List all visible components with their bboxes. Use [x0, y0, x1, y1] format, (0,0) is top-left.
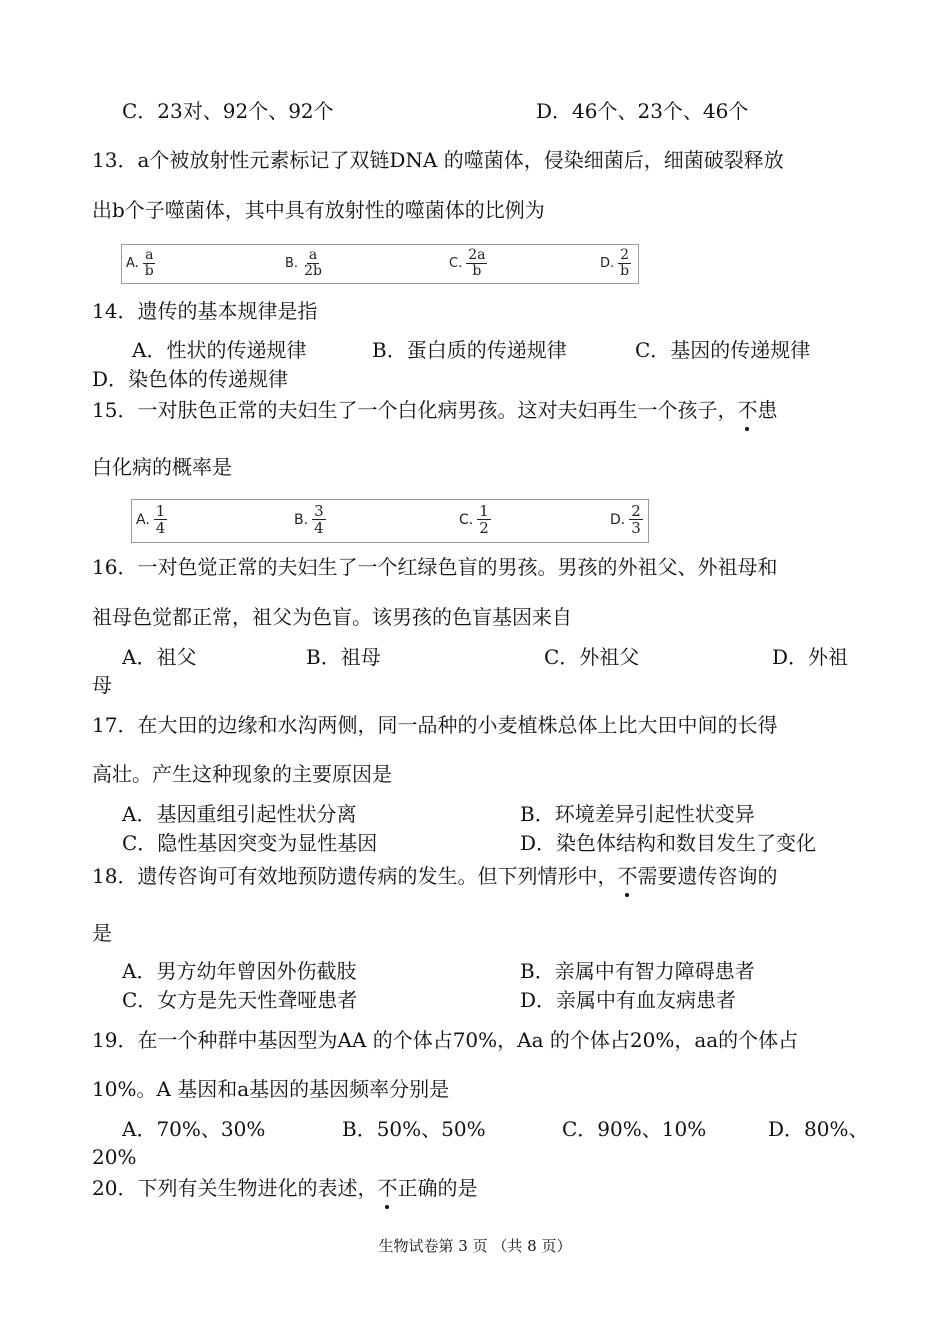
q19-option-d: D．80%、: [768, 1117, 869, 1141]
q12-option-c: C．23对、92个、92个: [122, 99, 334, 123]
q18-stem-line1: 18．遗传咨询可有效地预防遗传病的发生。但下列情形中，不需要遗传咨询的: [92, 864, 778, 888]
fraction-denominator: b: [472, 263, 482, 279]
q19-option-d-continued: 20%: [92, 1145, 137, 1169]
q16-option-b: B．祖母: [306, 645, 381, 669]
emphasis-dot-text: 不: [737, 398, 758, 422]
q19-stem-line1: 19．在一个种群中基因型为AA 的个体占70%，Aa 的个体占20%，aa的个体占: [92, 1028, 799, 1052]
fraction-denominator: 4: [314, 519, 324, 537]
q13-stem-line1: 13．a个被放射性元素标记了双链DNA 的噬菌体，侵染细菌后，细菌破裂释放: [92, 148, 784, 172]
q17-option-d: D．染色体结构和数目发生了变化: [520, 831, 817, 855]
q14-option-b: B．蛋白质的传递规律: [372, 338, 567, 362]
fraction-denominator: b: [620, 263, 630, 279]
emphasis-dot-text: 不: [617, 864, 638, 888]
page-footer: 生物试卷第 3 页 （共 8 页）: [378, 1237, 572, 1255]
fraction-numerator: 1: [479, 502, 489, 520]
q16-stem-line1: 16．一对色觉正常的夫妇生了一个红绿色盲的男孩。男孩的外祖父、外祖母和: [92, 555, 778, 579]
q12-option-d: D．46个、23个、46个: [536, 99, 749, 123]
q16-option-d: D．外祖: [772, 645, 849, 669]
fraction-denominator: 2: [479, 519, 489, 537]
q17-option-c: C．隐性基因突变为显性基因: [122, 831, 378, 855]
q19-option-c: C．90%、10%: [562, 1117, 707, 1141]
q13-option-a: A. $\frac{a}{b}$: [126, 247, 154, 279]
q16-option-a: A．祖父: [122, 645, 197, 669]
q19-stem-line2: 10%。A 基因和a基因的基因频率分别是: [92, 1077, 450, 1101]
fraction-denominator: 3: [631, 519, 641, 537]
fraction-denominator: 2b: [304, 263, 322, 279]
fraction-numerator: 2: [620, 247, 630, 263]
q16-option-d-continued: 母: [92, 673, 112, 697]
q15-option-b: B. $\frac{3}{4}$: [294, 502, 324, 537]
q15-option-d: D. $\frac{2}{3}$: [610, 502, 641, 537]
fraction-numerator: 3: [314, 502, 324, 520]
q15-options-image: [131, 499, 649, 543]
q13-stem-line2: 出b个子噬菌体，其中具有放射性的噬菌体的比例为: [92, 198, 545, 222]
q15-stem-line2: 白化病的概率是: [92, 455, 232, 479]
q20-stem: 20．下列有关生物进化的表述，不正确的是: [92, 1176, 478, 1200]
q17-option-a: A．基因重组引起性状分离: [122, 802, 357, 826]
fraction-numerator: a: [145, 247, 154, 263]
q19-option-a: A．70%、30%: [122, 1117, 266, 1141]
q14-stem: 14．遗传的基本规律是指: [92, 299, 318, 323]
fraction-numerator: 1: [155, 502, 166, 520]
q17-option-b: B．环境差异引起性状变异: [520, 802, 755, 826]
q16-option-c: C．外祖父: [544, 645, 640, 669]
q14-option-a: A．性状的传递规律: [132, 338, 307, 362]
fraction-numerator: 2a: [468, 247, 486, 263]
q13-option-d: D. $\frac{2}{b}$: [600, 247, 630, 279]
q14-option-d: D．染色体的传递规律: [92, 367, 289, 391]
q18-option-c: C．女方是先天性聋哑患者: [122, 988, 358, 1012]
q15-stem-line1: 15．一对肤色正常的夫妇生了一个白化病男孩。这对夫妇再生一个孩子，不患: [92, 398, 778, 422]
q19-option-b: B．50%、50%: [342, 1117, 486, 1141]
q18-option-d: D．亲属中有血友病患者: [520, 988, 737, 1012]
q14-option-c: C．基因的传递规律: [635, 338, 811, 362]
q18-option-a: A．男方幼年曾因外伤截肢: [122, 959, 357, 983]
q15-option-c: C. $\frac{1}{2}$: [459, 502, 489, 537]
q18-stem-line2: 是: [92, 921, 112, 945]
q17-stem-line2: 高壮。产生这种现象的主要原因是: [92, 762, 392, 786]
q13-option-c: C. $\frac{2a}{b}$: [449, 247, 486, 279]
q17-stem-line1: 17．在大田的边缘和水沟两侧，同一品种的小麦植株总体上比大田中间的长得: [92, 713, 778, 737]
emphasis-dot-text: 不: [377, 1176, 398, 1200]
fraction-denominator: b: [144, 263, 154, 279]
q13-options-image: [121, 244, 639, 284]
fraction-denominator: 4: [155, 519, 166, 537]
fraction-numerator: a: [308, 247, 318, 263]
q13-option-b: B. $\frac{a}{2b}$: [285, 247, 322, 279]
q18-option-b: B．亲属中有智力障碍患者: [520, 959, 755, 983]
q15-option-a: A. $\frac{1}{4}$: [136, 502, 166, 537]
q16-stem-line2: 祖母色觉都正常，祖父为色盲。该男孩的色盲基因来自: [92, 605, 572, 629]
fraction-numerator: 2: [631, 502, 641, 520]
